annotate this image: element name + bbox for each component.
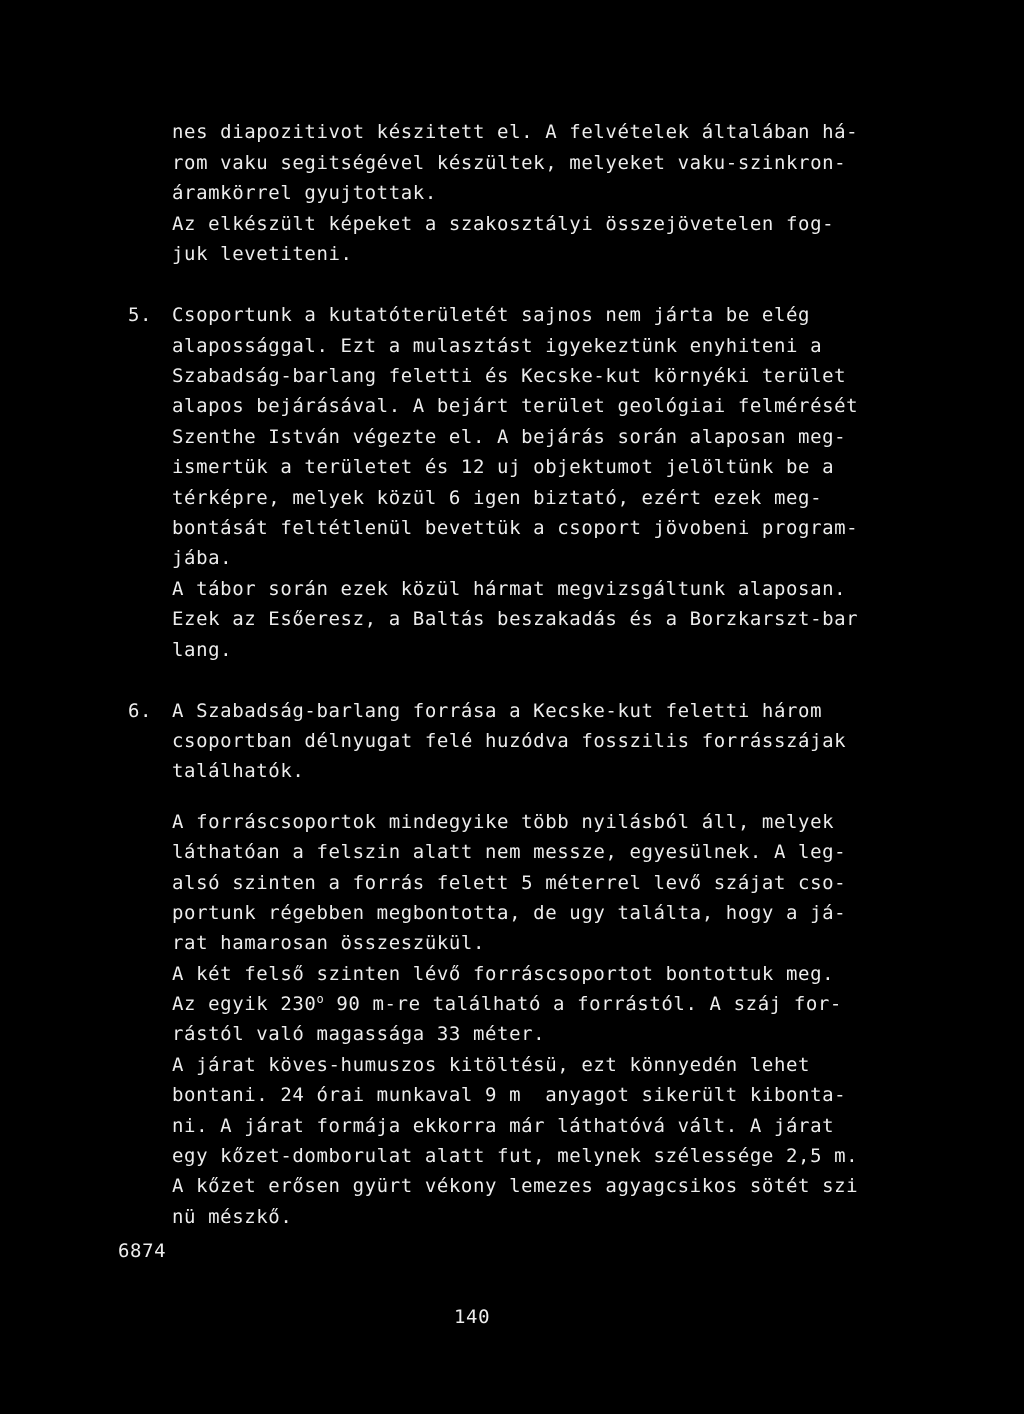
- text-line: A kőzet erősen gyürt vékony lemezes agyagcsikos sötét szi: [172, 1175, 859, 1197]
- text-line: A Szabadság-barlang forrása a Kecske-kut feletti három: [172, 700, 823, 722]
- text-line: portunk régebben megbontotta, de ugy találta, hogy a já-: [172, 902, 847, 924]
- azimuth-text-after: 90 m-re található a forrástól. A száj for-: [324, 993, 842, 1015]
- text-line: Az elkészült képeket a szakosztályi összejövetelen fog-: [172, 213, 835, 235]
- text-line: nes diapozitivot készitett el. A felvételek általában há-: [172, 121, 859, 143]
- text-line: nü mészkő.: [172, 1206, 293, 1228]
- text-line: A tábor során ezek közül hármat megvizsgáltunk alaposan.: [172, 578, 847, 600]
- text-line: Szenthe István végezte el. A bejárás során alaposan meg-: [172, 426, 847, 448]
- text-line: ismertük a területet és 12 uj objektumot jelöltünk be a: [172, 456, 835, 478]
- text-line: alapos bejárásával. A bejárt terület geológiai felmérését: [172, 395, 859, 417]
- text-line: ni. A járat formája ekkorra már láthatóvá vált. A járat: [172, 1115, 835, 1137]
- section-number: 5.: [128, 304, 153, 326]
- azimuth-text-before: Az egyik 230: [172, 993, 317, 1015]
- text-line: rat hamarosan összeszükül.: [172, 932, 486, 954]
- text-line: egy kőzet-domborulat alatt fut, melynek szélessége 2,5 m.: [172, 1145, 859, 1167]
- text-line: lang.: [172, 639, 233, 661]
- degree-mark: o: [316, 992, 325, 1006]
- text-line: találhatók.: [172, 760, 305, 782]
- text-line: bontását feltétlenül bevettük a csoport jövobeni program-: [172, 517, 859, 539]
- text-line: A járat köves-humuszos kitöltésü, ezt könnyedén lehet: [172, 1054, 811, 1076]
- text-line: áramkörrel gyujtottak.: [172, 182, 437, 204]
- text-line: bontani. 24 órai munkaval 9 m anyagot sikerült kibonta-: [172, 1084, 847, 1106]
- text-line: alsó szinten a forrás felett 5 méterrel levő szájat cso-: [172, 872, 847, 894]
- margin-code: 6874: [118, 1240, 167, 1262]
- text-line: rom vaku segitségével készültek, melyeket vaku-szinkron-: [172, 152, 847, 174]
- text-line: csoportban délnyugat felé huzódva fosszilis forrásszájak: [172, 730, 847, 752]
- text-line: Ezek az Esőeresz, a Baltás beszakadás és a Borzkarszt-bar: [172, 608, 859, 630]
- text-line: alapossággal. Ezt a mulasztást igyekeztünk enyhiteni a: [172, 335, 823, 357]
- text-line: láthatóan a felszin alatt nem messze, egyesülnek. A leg-: [172, 841, 847, 863]
- text-line: A forráscsoportok mindegyike több nyilásból áll, melyek: [172, 811, 835, 833]
- text-line: A két felső szinten lévő forráscsoportot bontottuk meg.: [172, 963, 835, 985]
- text-line: térképre, melyek közül 6 igen biztató, ezért ezek meg-: [172, 487, 823, 509]
- text-line: Szabadság-barlang feletti és Kecske-kut környéki terület: [172, 365, 847, 387]
- page-number: 140: [454, 1306, 491, 1328]
- section-number: 6.: [128, 700, 153, 722]
- text-line: rástól való magassága 33 méter.: [172, 1023, 546, 1045]
- text-line: jába.: [172, 547, 233, 569]
- text-line: juk levetiteni.: [172, 243, 353, 265]
- text-line-azimuth: [172, 990, 842, 1018]
- text-line: Csoportunk a kutatóterületét sajnos nem járta be elég: [172, 304, 811, 326]
